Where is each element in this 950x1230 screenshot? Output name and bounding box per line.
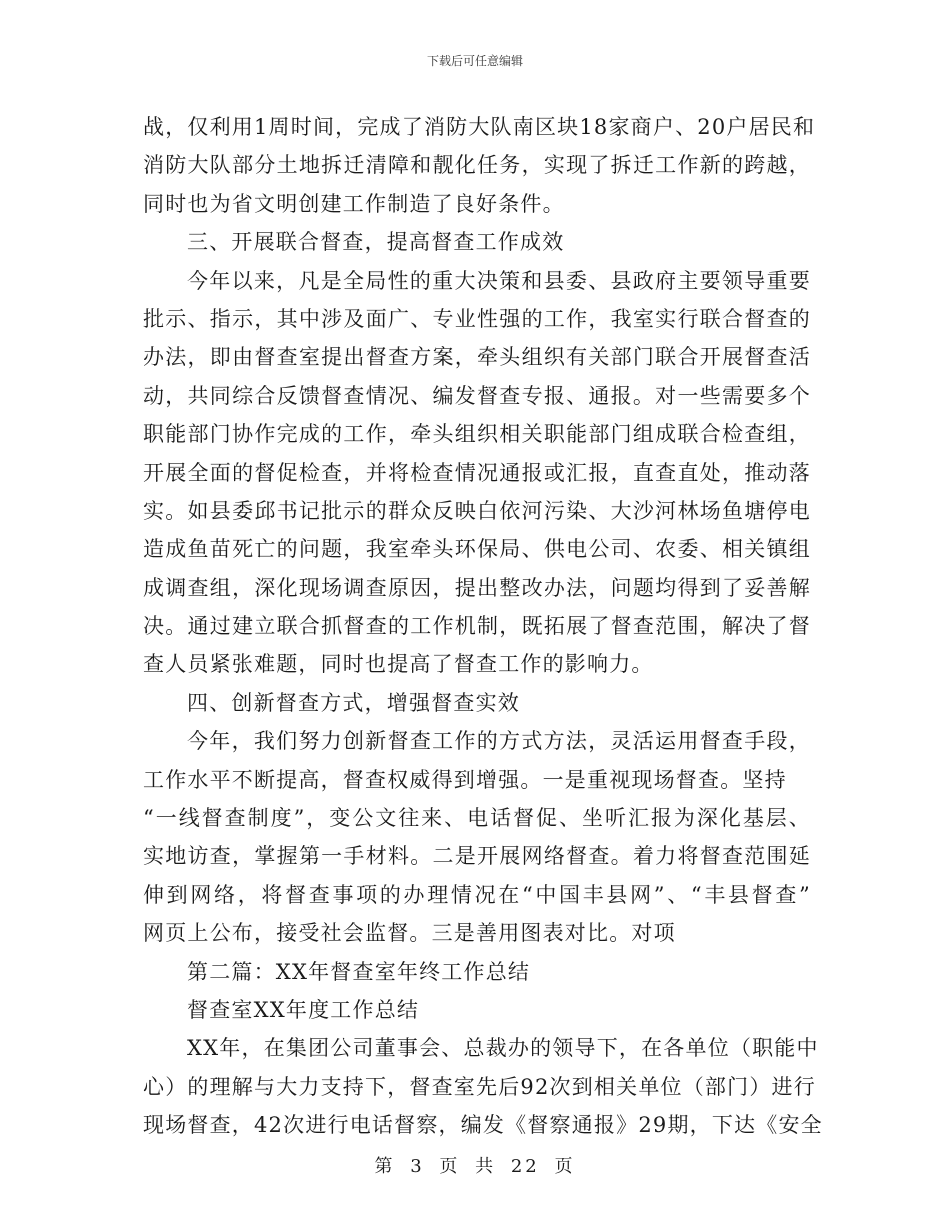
text-line: 批示、指示，其中涉及面广、专业性强的工作，我室实行联合督查的 [143, 306, 811, 331]
text-line: 现场督查，42次进行电话督察，编发《督察通报》29期，下达《安全 [143, 1113, 823, 1138]
text-line: 决。通过建立联合抓督查的工作机制，既拓展了督查范围，解决了督 [143, 614, 811, 639]
document-title: 督查室XX年度工作总结 [187, 997, 420, 1022]
section-heading: 四、创新督查方式，增强督查实效 [187, 690, 520, 715]
text-line: 实。如县委邱书记批示的群众反映白依河污染、大沙河林场鱼塘停电 [143, 498, 811, 523]
text-line: 动，共同综合反馈督查情况、编发督查专报、通报。对一些需要多个 [143, 383, 811, 408]
text-line: 开展全面的督促检查，并将检查情况通报或汇报，直查直处，推动落 [143, 460, 811, 485]
page-number: 第 3 页 共 22 页 [374, 1156, 576, 1177]
text-line: “一线督查制度”，变公文往来、电话督促、坐听汇报为深化基层、 [143, 806, 811, 831]
text-line: 造成鱼苗死亡的问题，我室牵头环保局、供电公司、农委、相关镇组 [143, 537, 811, 562]
section-heading: 三、开展联合督查，提高督查工作成效 [187, 230, 565, 255]
text-line: 办法，即由督查室提出督查方案，牵头组织有关部门联合开展督查活 [143, 345, 811, 370]
text-line: 战，仅利用1周时间，完成了消防大队南区块18家商户、20户居民和 [143, 115, 816, 139]
text-line: 职能部门协作完成的工作，牵头组织相关职能部门组成联合检查组， [143, 422, 811, 447]
text-line: 今年，我们努力创新督查工作的方式方法，灵活运用督查手段， [187, 729, 811, 754]
text-line: 同时也为省文明创建工作制造了良好条件。 [143, 191, 565, 216]
text-line: XX年，在集团公司董事会、总裁办的领导下，在各单位（职能中 [187, 1036, 819, 1061]
text-line: 今年以来，凡是全局性的重大决策和县委、县政府主要领导重要 [187, 268, 811, 293]
text-line: 消防大队部分土地拆迁清障和靓化任务，实现了拆迁工作新的跨越， [143, 153, 811, 178]
text-line: 工作水平不断提高，督查权威得到增强。一是重视现场督查。坚持 [143, 767, 787, 792]
text-line: 查人员紧张难题，同时也提高了督查工作的影响力。 [143, 652, 654, 677]
document-body [143, 108, 823, 1145]
text-line: 心）的理解与大力支持下，督查室先后92次到相关单位（部门）进行 [143, 1074, 816, 1099]
text-line: 伸到网络，将督查事项的办理情况在“中国丰县网”、“丰县督查” [143, 882, 811, 907]
text-line: 实地访查，掌握第一手材料。二是开展网络督查。着力将督查范围延 [143, 844, 811, 869]
text-line: 成调查组，深化现场调查原因，提出整改办法，问题均得到了妥善解 [143, 575, 811, 600]
page-header-note: 下载后可任意编辑 [426, 54, 523, 68]
text-line: 网页上公布，接受社会监督。三是善用图表对比。对项 [143, 921, 676, 946]
chapter-heading: 第二篇：XX年督查室年终工作总结 [187, 959, 531, 984]
